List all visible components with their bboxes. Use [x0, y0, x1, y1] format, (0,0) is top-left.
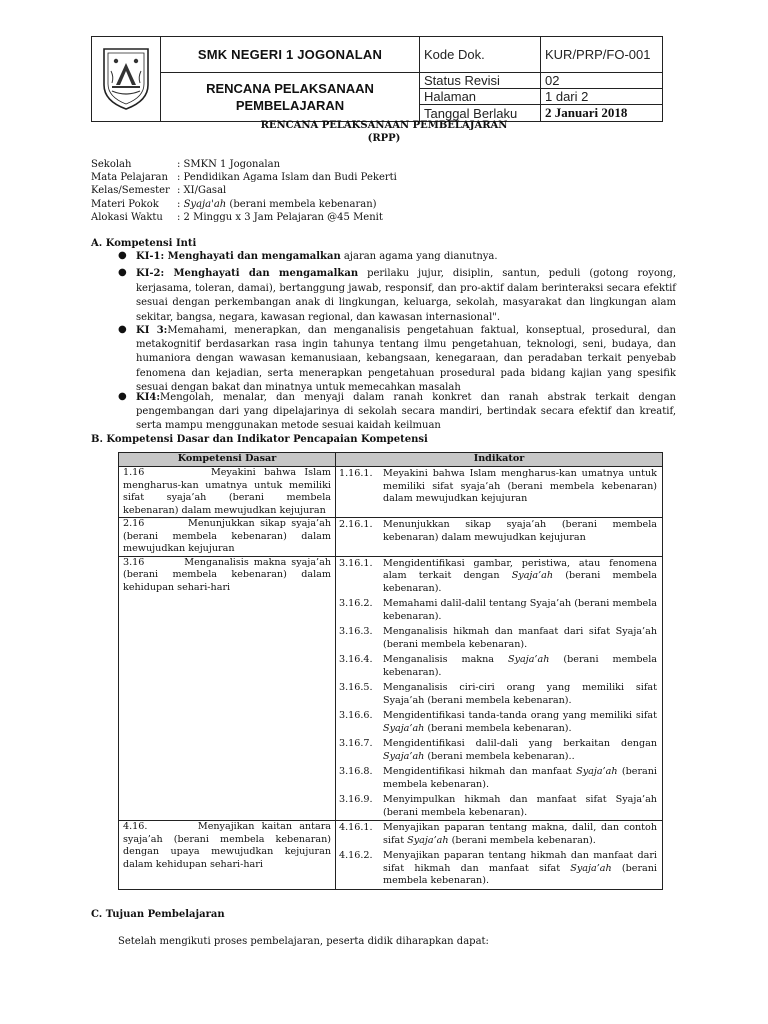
indicator-item: 3.16.5. Menganalisis ciri-ciri orang yang memiliki sifat Syaja’ah (berani membela kebenaran). [339, 682, 657, 706]
ki-item: KI 3:Memahami, menerapkan, dan menganalisis pengetahuan faktual, konseptual, prosedural, dan metakognitif berdasarkan rasa ingin tahunya tentang ilmu pengetahuan, teknologi, seni, budaya, dan humaniora dengan wawasan kemanusiaan, kebangsaan, kenegaraan, dan peradaban terkait penyebab fenomena dan kejadian, serta menerapkan pengetahuan prosedural pada bidang kajian yang spesifik sesuai dengan bakat dan minatnya untuk memecahkan masalah [136, 325, 676, 393]
indicator-item: 3.16.6. Mengidentifikasi tanda-tanda orang yang memiliki sifat Syaja’ah (berani membela kebenaran). [339, 710, 657, 734]
meta-value-page: 1 dari 2 [541, 89, 663, 105]
school-logo [92, 37, 161, 122]
indicator-item: 2.16.1. Menunjukkan sikap syaja’ah (berani membela kebenaran) dalam mewujudkan kejujuran [339, 519, 657, 543]
ki-item: KI-1: Menghayati dan mengamalkan ajaran agama yang dianutnya. [136, 251, 498, 262]
paragraph: Setelah mengikuti proses pembelajaran, peserta didik diharapkan dapat: [118, 936, 489, 947]
indicator-item: 3.16.3. Menganalisis hikmah dan manfaat dari sifat Syaja’ah (berani membela kebenaran). [339, 626, 657, 650]
identity-value: : 2 Minggu x 3 Jam Pelajaran @45 Menit [177, 212, 383, 223]
emblem-icon [92, 41, 160, 113]
ki-item: KI4:Mengolah, menalar, dan menyaji dalam ranah konkret dan ranah abstrak terkait dengan pengembangan dari yang dipelajarinya di sekolah secara mandiri, bertindak secara efektif dan kreatif, serta mampu menggunakan metode sesuai kaidah keilmuan [136, 392, 676, 431]
document-header [91, 36, 663, 122]
document-title-line-2: PEMBELAJARAN [235, 98, 345, 113]
section-heading: C. Tujuan Pembelajaran [91, 909, 225, 920]
page-subtitle: (RPP) [367, 133, 401, 144]
bullet-icon: ● [118, 324, 127, 335]
indicator-item: 3.16.4. Menganalisis makna Syaja’ah (berani membela kebenaran). [339, 654, 657, 678]
bullet-icon: ● [118, 267, 127, 278]
indicator-item: 3.16.2. Memahami dalil-dalil tentang Syaja’ah (berani membela kebenaran). [339, 598, 657, 622]
table-row [119, 821, 663, 890]
kd-cell: 1.16 Meyakini bahwa Islam mengharus-kan umatnya untuk memiliki sifat syaja’ah (berani membela kebenaran) dalam mewujudkan kejujuran [119, 467, 336, 518]
meta-label-code: Kode Dok. [420, 37, 541, 73]
indicator-item: 4.16.1. Menyajikan paparan tentang makna, dalil, dan contoh sifat Syaja’ah (berani membela kebenaran). [339, 822, 657, 846]
meta-label-date: Tanggal Berlaku [420, 105, 541, 122]
section-heading: A. Kompetensi Inti [91, 238, 197, 249]
identity-value: : Pendidikan Agama Islam dan Budi Pekerti [177, 172, 397, 183]
page-title: RENCANA PELAKSANAAN PEMBELAJARAN [260, 120, 508, 131]
identity-label: Kelas/Semester [91, 185, 170, 196]
indicator-item: 3.16.7. Mengidentifikasi dalil-dali yang berkaitan dengan Syaja’ah (berani membela kebenaran).. [339, 738, 657, 762]
ki-item: KI-2: Menghayati dan mengamalkan perilaku jujur, disiplin, santun, peduli (gotong royong, kerjasama, toleran, damai), bertanggung jawab, responsif, dan pro-aktif dalam berinteraksi secara efektif sesuai dengan perkembangan anak di lingkungan, keluarga, sekolah, masyarakat dan lingkungan alam sekitar, bangsa, negara, kawasan regional, dan kawasan internasional". [136, 268, 676, 323]
indicator-cell [336, 518, 663, 557]
indicator-item: 3.16.8. Mengidentifikasi hikmah dan manfaat Syaja’ah (berani membela kebenaran). [339, 766, 657, 790]
indicator-item: 1.16.1. Meyakini bahwa Islam mengharus-kan umatnya untuk memiliki sifat syaja’ah (berani membela kebenaran) dalam mewujudkan kejujuran [339, 468, 657, 504]
identity-label: Materi Pokok [91, 199, 159, 210]
kd-indicator-table [118, 452, 663, 890]
bullet-icon: ● [118, 391, 127, 402]
identity-label: Alokasi Waktu [91, 212, 163, 223]
meta-value-date: 2 Januari 2018 [541, 105, 663, 122]
meta-label-revision: Status Revisi [420, 73, 541, 89]
indicator-cell [336, 821, 663, 890]
kd-cell: 2.16 Menunjukkan sikap syaja’ah (berani membela kebenaran) dalam mewujudkan kejujuran [119, 518, 336, 557]
kd-cell: 3.16 Menganalisis makna syaja’ah (berani membela kebenaran) dalam kehidupan sehari-hari [119, 556, 336, 821]
kd-cell: 4.16. Menyajikan kaitan antara syaja’ah (berani membela kebenaran) dengan upaya mewujudkan kejujuran dalam kehidupan sehari-hari [119, 821, 336, 890]
identity-value: : XI/Gasal [177, 185, 227, 196]
indicator-item: 4.16.2. Menyajikan paparan tentang hikmah dan manfaat dari sifat hikmah dan manfaat sifat Syaja’ah (berani membela kebenaran). [339, 850, 657, 886]
indicator-item: 3.16.1. Mengidentifikasi gambar, peristiwa, atau fenomena alam terkait dengan Syaja’ah (berani membela kebenaran). [339, 557, 657, 594]
school-name: SMK NEGERI 1 JOGONALAN [161, 37, 420, 73]
bullet-icon: ● [118, 250, 127, 261]
identity-value: : Syaja'ah (berani membela kebenaran) [177, 199, 377, 210]
indicator-item: 3.16.9. Menyimpulkan hikmah dan manfaat sifat Syaja’ah (berani membela kebenaran). [339, 794, 657, 818]
document-title-line-1: RENCANA PELAKSANAAN [206, 81, 374, 96]
document-title [161, 73, 420, 122]
identity-label: Sekolah [91, 159, 132, 170]
table-row [119, 518, 663, 557]
table-row [119, 467, 663, 518]
table-row [119, 556, 663, 821]
indicator-cell [336, 467, 663, 518]
identity-label: Mata Pelajaran [91, 172, 168, 183]
indicator-cell [336, 556, 663, 821]
meta-value-revision: 02 [541, 73, 663, 89]
meta-value-code: KUR/PRP/FO-001 [541, 37, 663, 73]
column-header: Indikator [336, 453, 663, 467]
meta-label-page: Halaman [420, 89, 541, 105]
column-header: Kompetensi Dasar [119, 453, 336, 467]
section-heading: B. Kompetensi Dasar dan Indikator Pencapaian Kompetensi [91, 434, 428, 445]
identity-value: : SMKN 1 Jogonalan [177, 159, 281, 170]
